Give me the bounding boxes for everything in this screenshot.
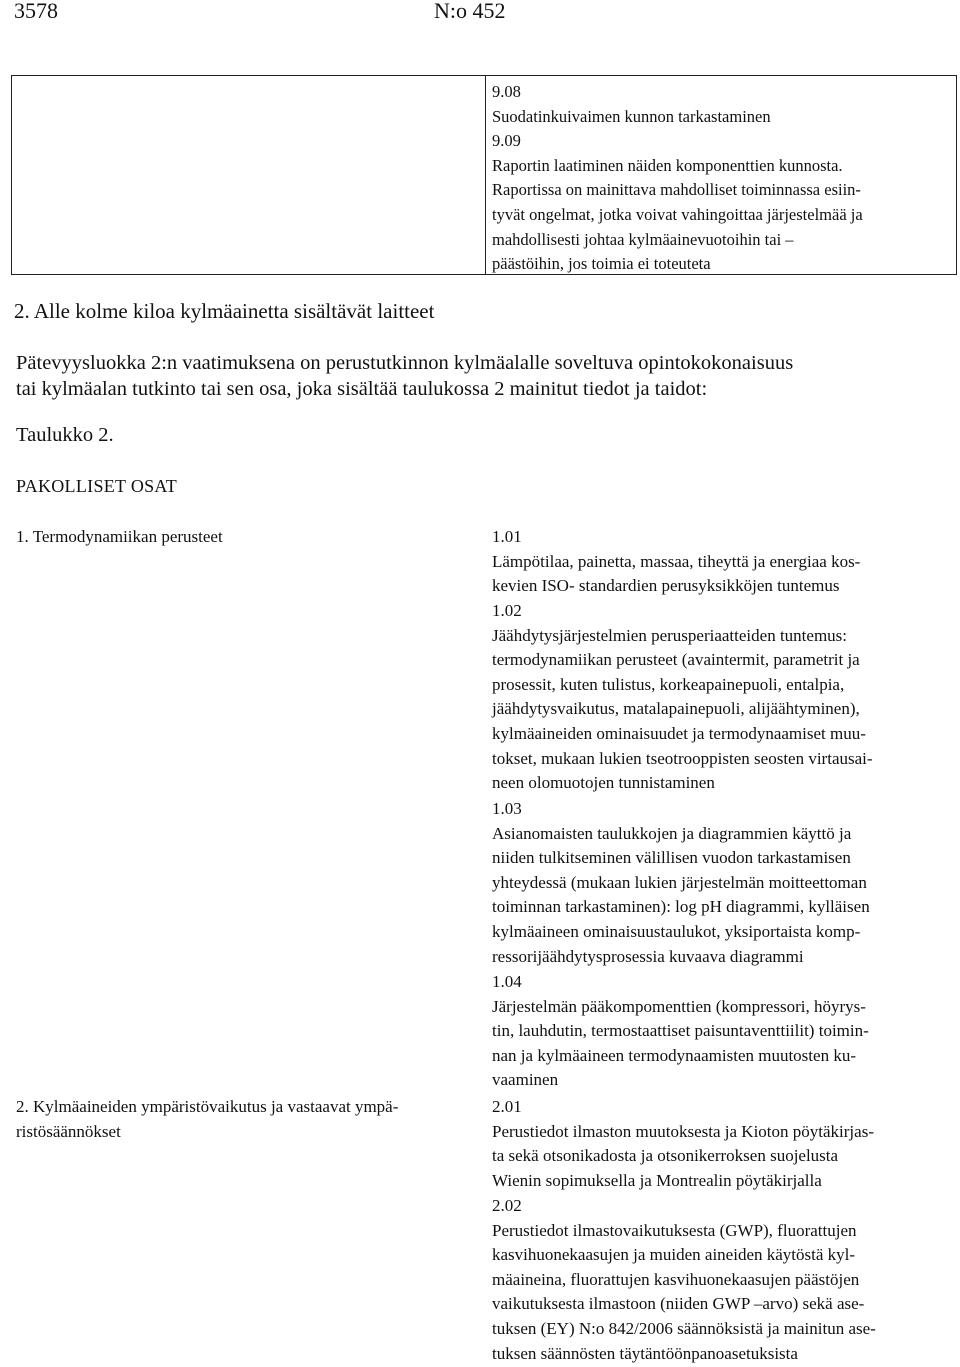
item-text-line: Suodatinkuivaimen kunnon tarkastaminen <box>492 106 771 126</box>
intro-line: tai kylmäalan tutkinto tai sen osa, joka sisältää taulukossa 2 mainitut tiedot ja taidot: <box>16 378 708 400</box>
group-title-line: 2. Kylmäaineiden ympäristövaikutus ja vastaavat ympä- <box>16 1097 399 1116</box>
group-title <box>16 525 476 550</box>
item-code: 1.03 <box>492 799 522 818</box>
item-text-line: Raportissa on mainittava mahdolliset toiminnassa esiin- <box>492 180 861 200</box>
intro-line: Pätevyysluokka 2:n vaatimuksena on perustutkinnon kylmäalalle soveltuva opintokokonaisuus <box>16 352 794 374</box>
item-code: 9.08 <box>492 82 521 101</box>
item-code: 1.04 <box>492 972 522 991</box>
group-title-line: 1. Termodynamiikan perusteet <box>16 527 223 546</box>
group-title <box>16 1095 476 1144</box>
item-text-line: Asianomaisten taulukkojen ja diagrammien käyttö ja <box>492 823 852 843</box>
item-text-line: neen olomuotojen tunnistaminen <box>492 773 715 793</box>
item-text-line: vaaminen <box>492 1070 559 1090</box>
item-text-line: ressorijäähdytysprosessia kuvaava diagrammi <box>492 946 804 966</box>
item-text-line: Wienin sopimuksella ja Montrealin pöytäkirjalla <box>492 1170 822 1190</box>
item-text-line: Perustiedot ilmastovaikutuksesta (GWP), fluorattujen <box>492 1220 857 1240</box>
item-text-line: Raportin laatiminen näiden komponenttien kunnosta. <box>492 155 843 175</box>
item-text-line: termodynamiikan perusteet (avaintermit, parametrit ja <box>492 650 860 670</box>
table-item <box>492 970 947 1093</box>
continuation-cell <box>492 80 947 277</box>
item-text-line: jäähdytysvaikutus, matalapainepuoli, alijäähtyminen), <box>492 699 860 719</box>
item-text-line: päästöihin, jos toimia ei toteuteta <box>492 254 711 274</box>
item-text-line: tin, lauhdutin, termostaattiset paisuntaventtiilit) toimin- <box>492 1021 869 1041</box>
item-text-line: kasvihuonekaasujen ja muiden aineiden käytöstä kyl- <box>492 1245 856 1265</box>
item-text-line: mäaineina, fluorattujen kasvihuonekaasujen päästöjen <box>492 1269 860 1289</box>
item-text-line: Jäähdytysjärjestelmien perusperiaatteiden tuntemus: <box>492 625 847 645</box>
item-code: 1.01 <box>492 527 522 546</box>
item-text-line: mahdollisesti johtaa kylmäainevuotoihin tai – <box>492 229 794 249</box>
table-caption: Taulukko 2. <box>16 424 114 446</box>
item-text-line: toiminnan tarkastaminen): log pH diagrammi, kylläisen <box>492 897 870 917</box>
table-column-divider <box>485 76 486 274</box>
item-text-line: vaikutuksesta ilmastoon (niiden GWP –arvo) sekä ase- <box>492 1294 865 1314</box>
group-title-line: ristösäännökset <box>16 1121 121 1141</box>
item-text-line: yhteydessä (mukaan lukien järjestelmän moitteettoman <box>492 872 867 892</box>
item-text-line: Järjestelmän pääkompomenttien (kompressori, höyrys- <box>492 996 866 1016</box>
intro-paragraph <box>16 350 951 402</box>
item-text-line: tokset, mukaan lukien tseotrooppisten seosten virtausai- <box>492 748 873 768</box>
item-code: 9.09 <box>492 131 521 151</box>
page-number: 3578 <box>14 0 58 23</box>
item-code: 1.02 <box>492 601 522 620</box>
item-text-line: nan ja kylmäaineen termodynaamisten muutosten ku- <box>492 1045 856 1065</box>
continuation-table <box>11 75 957 275</box>
table-item <box>492 599 947 796</box>
item-text-line: kylmäaineen ominaisuustaulukot, yksiportaista komp- <box>492 921 861 941</box>
item-text-line: tuksen säännösten täytäntöönpanoasetuksista <box>492 1343 798 1363</box>
table-item <box>492 525 947 599</box>
item-text-line: ta sekä otsonikadosta ja otsonikerroksen suojelusta <box>492 1146 839 1166</box>
section-heading: 2. Alle kolme kiloa kylmäainetta sisältävät laitteet <box>14 299 435 323</box>
item-text-line: kylmäaineiden ominaisuudet ja termodynaamiset muu- <box>492 723 866 743</box>
item-text-line: tyvät ongelmat, jotka voivat vahingoittaa järjestelmää ja <box>492 204 863 224</box>
table-heading: PAKOLLISET OSAT <box>16 476 178 496</box>
item-text-line: niiden tulkitseminen välillisen vuodon tarkastamisen <box>492 848 851 868</box>
issue-number: N:o 452 <box>434 0 506 23</box>
item-text-line: Perustiedot ilmaston muutoksesta ja Kioton pöytäkirjas- <box>492 1121 874 1141</box>
item-text-line: Lämpötilaa, painetta, massaa, tiheyttä ja energiaa kos- <box>492 551 861 571</box>
item-text-line: prosessit, kuten tulistus, korkeapainepuoli, entalpia, <box>492 674 845 694</box>
table-item <box>492 797 947 969</box>
table-item <box>492 1194 947 1366</box>
item-code: 2.02 <box>492 1196 522 1215</box>
item-code: 2.01 <box>492 1097 522 1116</box>
table-item <box>492 1095 947 1193</box>
item-text-line: kevien ISO- standardien perusyksikköjen tuntemus <box>492 576 840 596</box>
item-text-line: tuksen (EY) N:o 842/2006 säännöksistä ja mainitun ase- <box>492 1318 876 1338</box>
